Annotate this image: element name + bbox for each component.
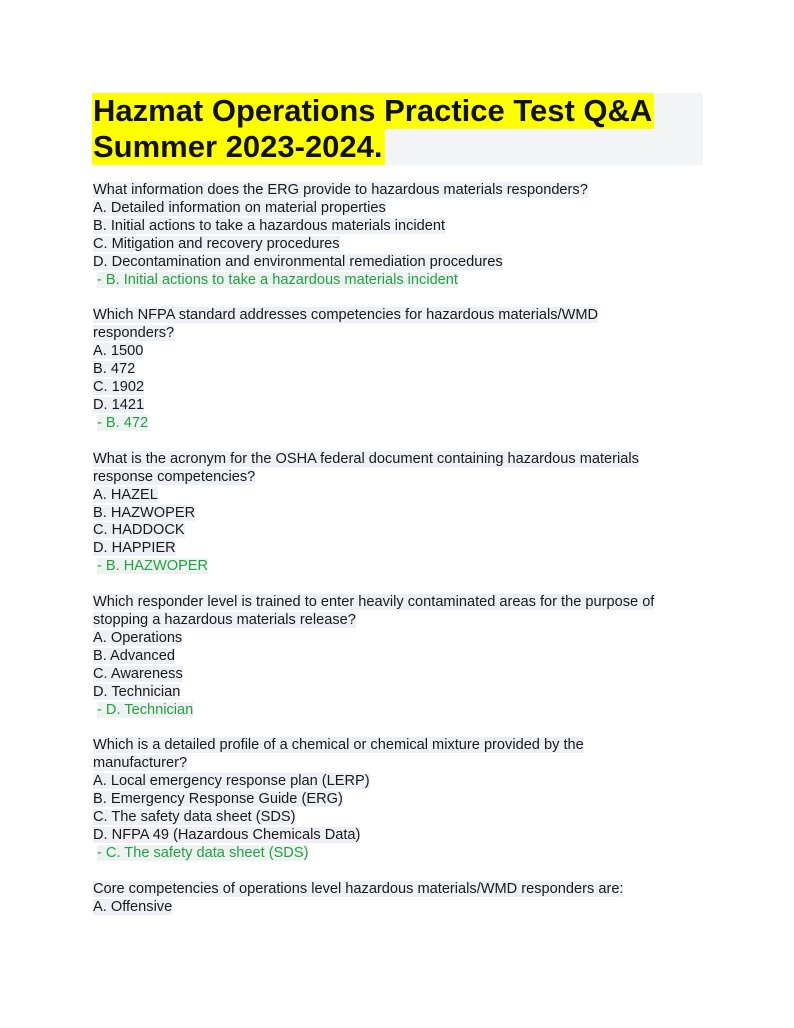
answer-option: A. HAZEL [93, 486, 158, 503]
answer-option: C. The safety data sheet (SDS) [93, 809, 296, 826]
question-block [93, 451, 713, 576]
answer-option: D. Decontamination and environmental remediation procedures [93, 253, 503, 270]
question-text-continued: response competencies? [93, 468, 256, 485]
answer-option: A. Local emergency response plan (LERP) [93, 773, 370, 790]
question-block [93, 737, 713, 862]
question-text: What is the acronym for the OSHA federal document containing hazardous materials [93, 450, 639, 467]
document-title-line-2: Summer 2023-2024. [93, 129, 383, 164]
answer-option: A. Offensive [93, 898, 173, 915]
question-text: Which NFPA standard addresses competencies for hazardous materials/WMD [93, 307, 599, 324]
question-text: What information does the ERG provide to hazardous materials responders? [93, 182, 588, 198]
question-block [93, 182, 713, 289]
question-text: Which is a detailed profile of a chemical or chemical mixture provided by the [93, 737, 584, 754]
correct-answer: - C. The safety data sheet (SDS) [97, 844, 309, 861]
answer-option: C. 1902 [93, 379, 145, 396]
answer-option: D. Technician [93, 683, 181, 700]
question-text: Which responder level is trained to enter heavily contaminated areas for the purpose of [93, 594, 655, 611]
correct-answer: - B. 472 [97, 414, 149, 431]
answer-option: B. Advanced [93, 647, 175, 664]
answer-option: B. 472 [93, 361, 136, 378]
qa-list [93, 182, 713, 935]
answer-option: B. Initial actions to take a hazardous materials incident [93, 217, 446, 234]
question-block [93, 594, 713, 719]
answer-option: C. Awareness [93, 665, 183, 682]
answer-option: D. NFPA 49 (Hazardous Chemicals Data) [93, 827, 361, 843]
answer-option: A. Operations [93, 629, 183, 646]
answer-option: A. Detailed information on material properties [93, 199, 386, 216]
correct-answer: - B. HAZWOPER [97, 558, 209, 575]
answer-option: D. 1421 [93, 396, 145, 413]
correct-answer: - B. Initial actions to take a hazardous materials incident [97, 271, 458, 288]
answer-option: C. HADDOCK [93, 522, 185, 539]
answer-option: B. Emergency Response Guide (ERG) [93, 791, 343, 808]
question-text-continued: manufacturer? [93, 755, 188, 772]
answer-option: B. HAZWOPER [93, 504, 196, 521]
document-title-line-1: Hazmat Operations Practice Test Q&A [93, 93, 653, 128]
question-text: Core competencies of operations level hazardous materials/WMD responders are: [93, 880, 624, 897]
question-block [93, 881, 713, 917]
question-text-continued: responders? [93, 325, 175, 342]
question-text-continued: stopping a hazardous materials release? [93, 612, 356, 629]
correct-answer: - D. Technician [97, 701, 194, 718]
answer-option: C. Mitigation and recovery procedures [93, 235, 340, 252]
question-block [93, 307, 713, 432]
answer-option: D. HAPPIER [93, 540, 176, 557]
answer-option: A. 1500 [93, 343, 144, 360]
document-title [92, 93, 703, 165]
